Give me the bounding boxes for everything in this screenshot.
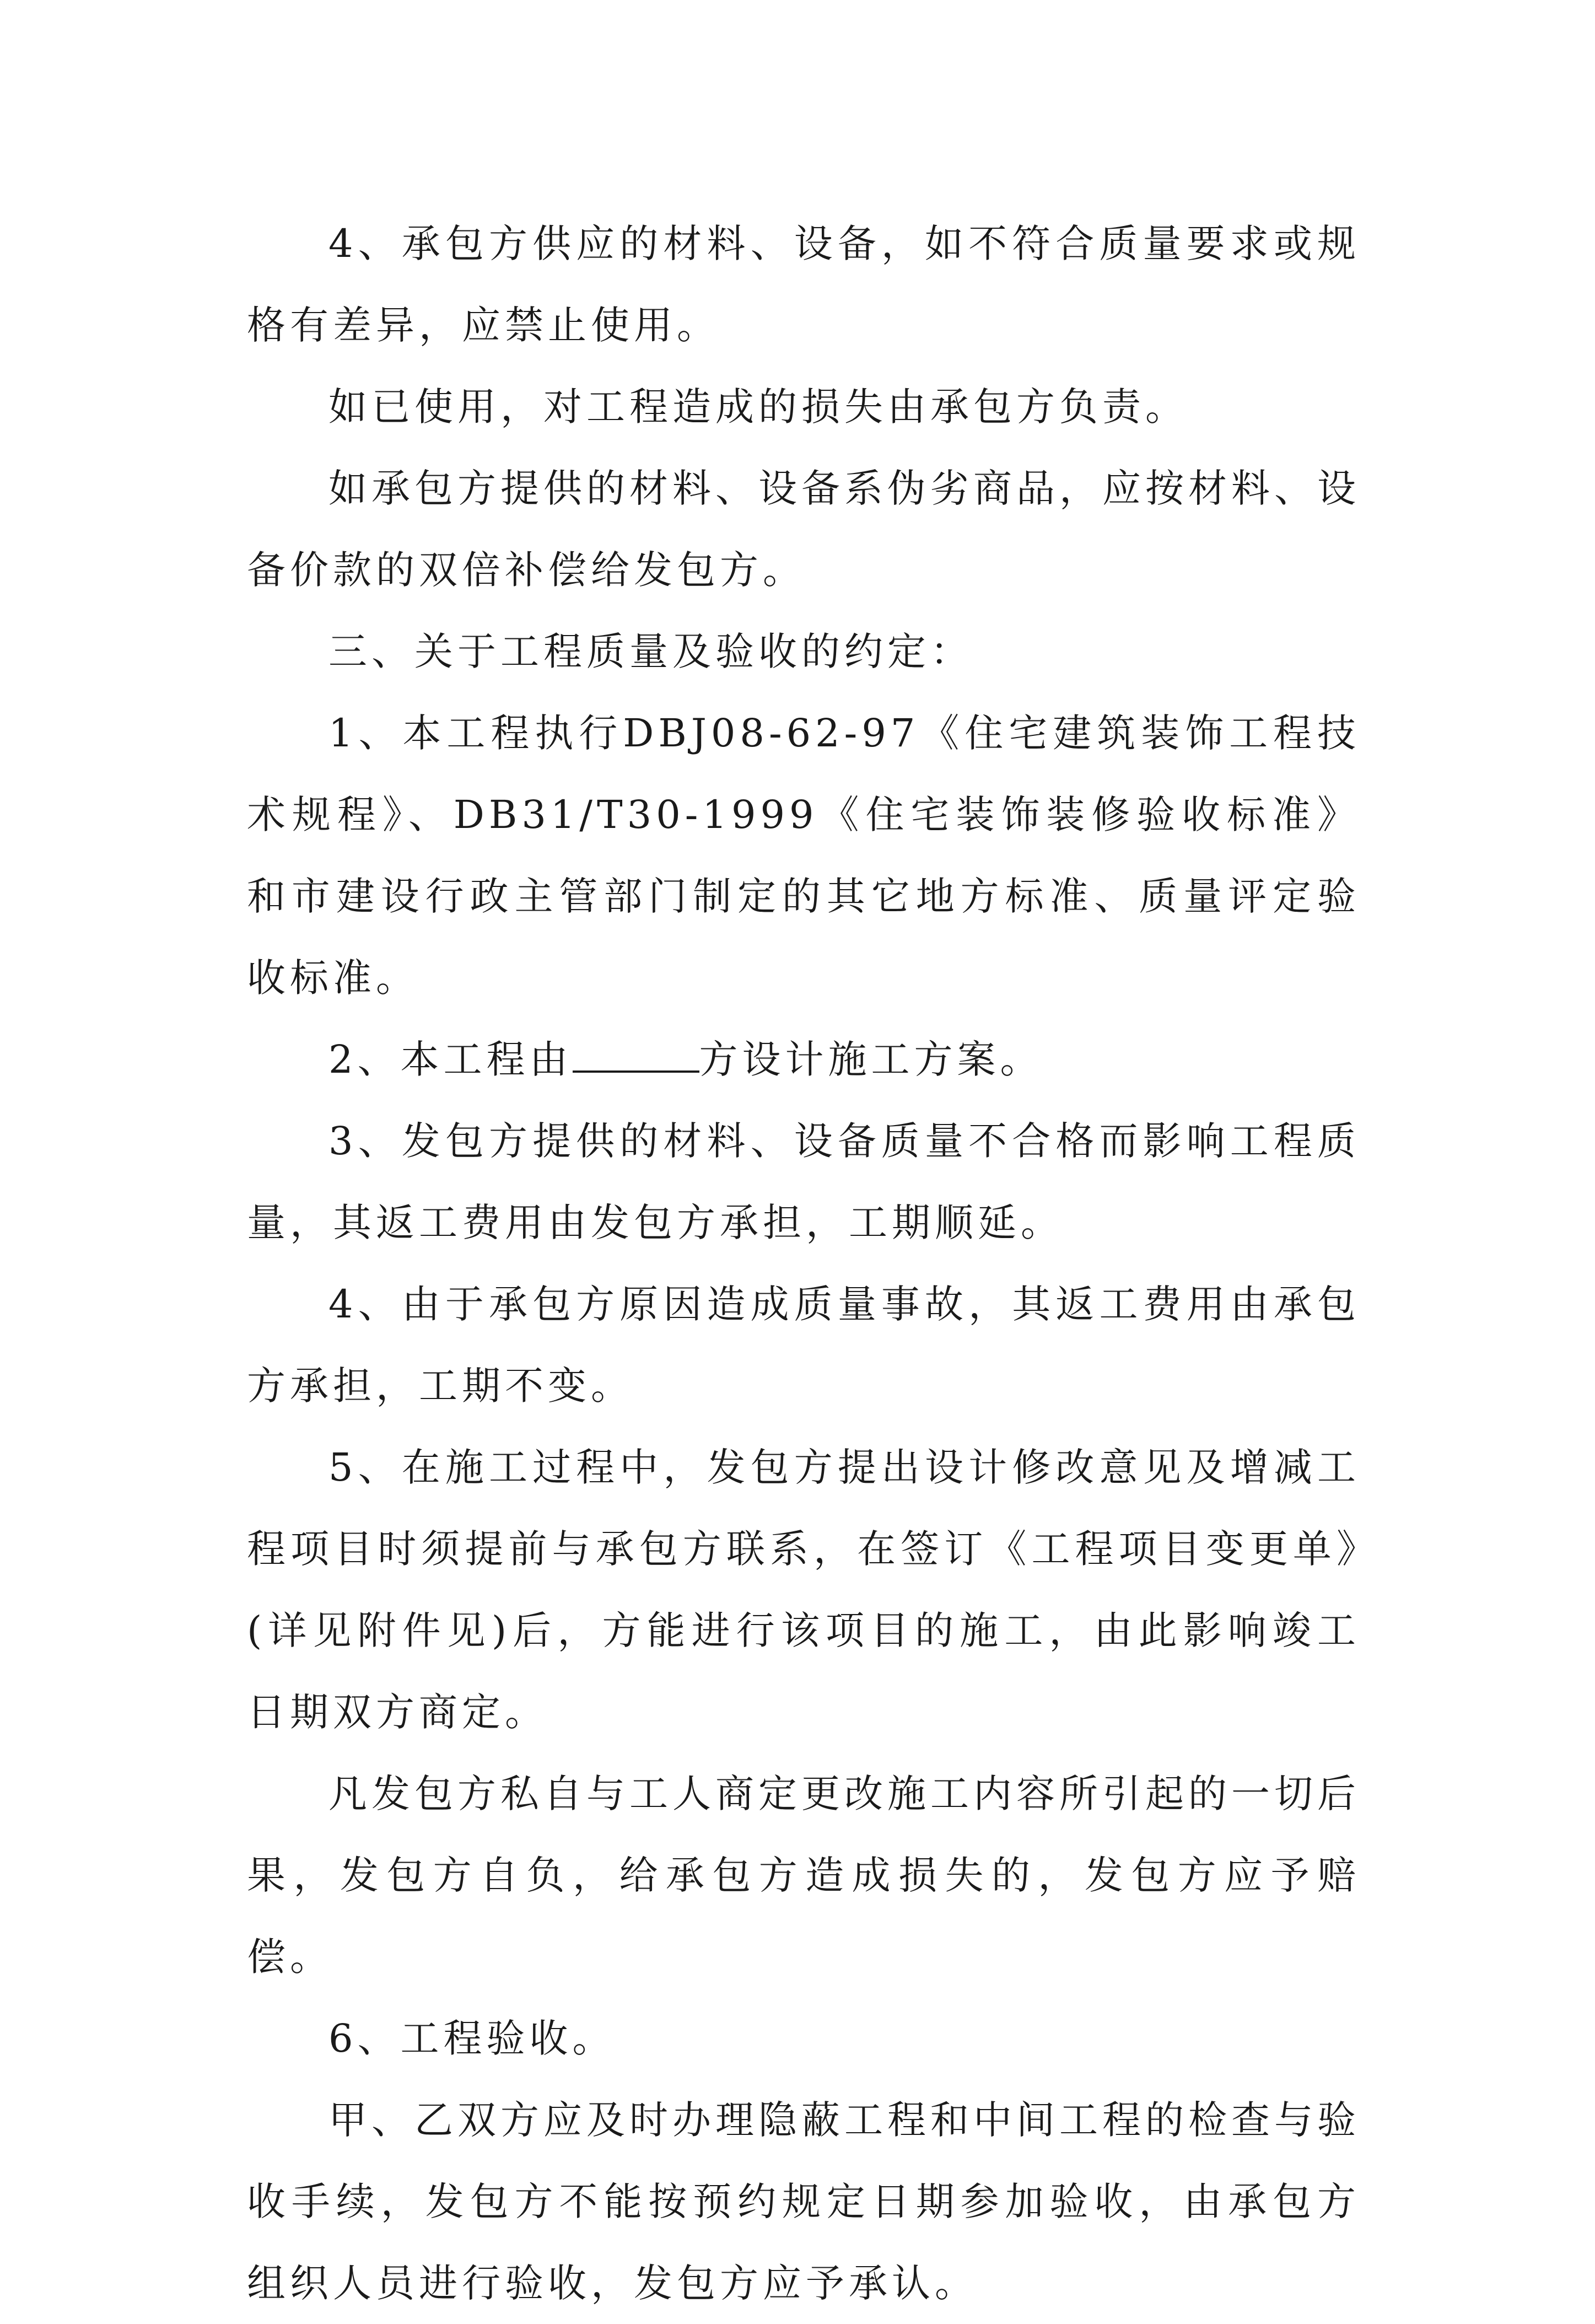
design-party-text-before: 2、本工程由 <box>328 1037 573 1082</box>
fill-in-blank <box>573 1037 699 1073</box>
paragraph-private-changes: 凡发包方私自与工人商定更改施工内容所引起的一切后果，发包方自负，给承包方造成损失的，发包方应予赔偿。 <box>247 1771 1360 1979</box>
paragraph-standards: 1、本工程执行DBJ08-62-97《住宅建筑装饰工程技术规程》、DB31/T30-1999《住宅装饰装修验收标准》和市建设行政主管部门制定的其它地方标准、质量评定验收标准。 <box>247 711 1360 1000</box>
paragraph-contractor-accident: 4、由于承包方原因造成质量事故，其返工费用由承包方承担，工期不变。 <box>247 1282 1360 1408</box>
paragraph-client-materials-defect: 3、发包方提供的材料、设备质量不合格而影响工程质量，其返工费用由发包方承担，工期顺延。 <box>247 1118 1360 1245</box>
document-body <box>247 203 1360 2324</box>
paragraph-materials-quality: 4、承包方供应的材料、设备，如不符合质量要求或规格有差异，应禁止使用。 <box>247 221 1360 348</box>
section-heading-quality-acceptance: 三、关于工程质量及验收的约定： <box>328 629 973 674</box>
paragraph-acceptance-heading: 6、工程验收。 <box>328 2016 616 2061</box>
paragraph-design-party <box>247 1019 1360 1100</box>
paragraph-acceptance-procedure: 甲、乙双方应及时办理隐蔽工程和中间工程的检查与验收手续，发包方不能按预约规定日期参加验收，由承包方组织人员进行验收，发包方应予承认。 <box>247 2097 1360 2306</box>
paragraph-design-changes: 5、在施工过程中，发包方提出设计修改意见及增减工程项目时须提前与承包方联系，在签订《工程项目变更单》(详见附件见)后，方能进行该项目的施工，由此影响竣工日期双方商定。 <box>247 1445 1360 1735</box>
paragraph-counterfeit-compensation: 如承包方提供的材料、设备系伪劣商品，应按材料、设备价款的双倍补偿给发包方。 <box>247 466 1360 593</box>
design-party-text-after: 方设计施工方案。 <box>699 1037 1043 1082</box>
paragraph-used-loss: 如已使用，对工程造成的损失由承包方负责。 <box>328 384 1188 429</box>
